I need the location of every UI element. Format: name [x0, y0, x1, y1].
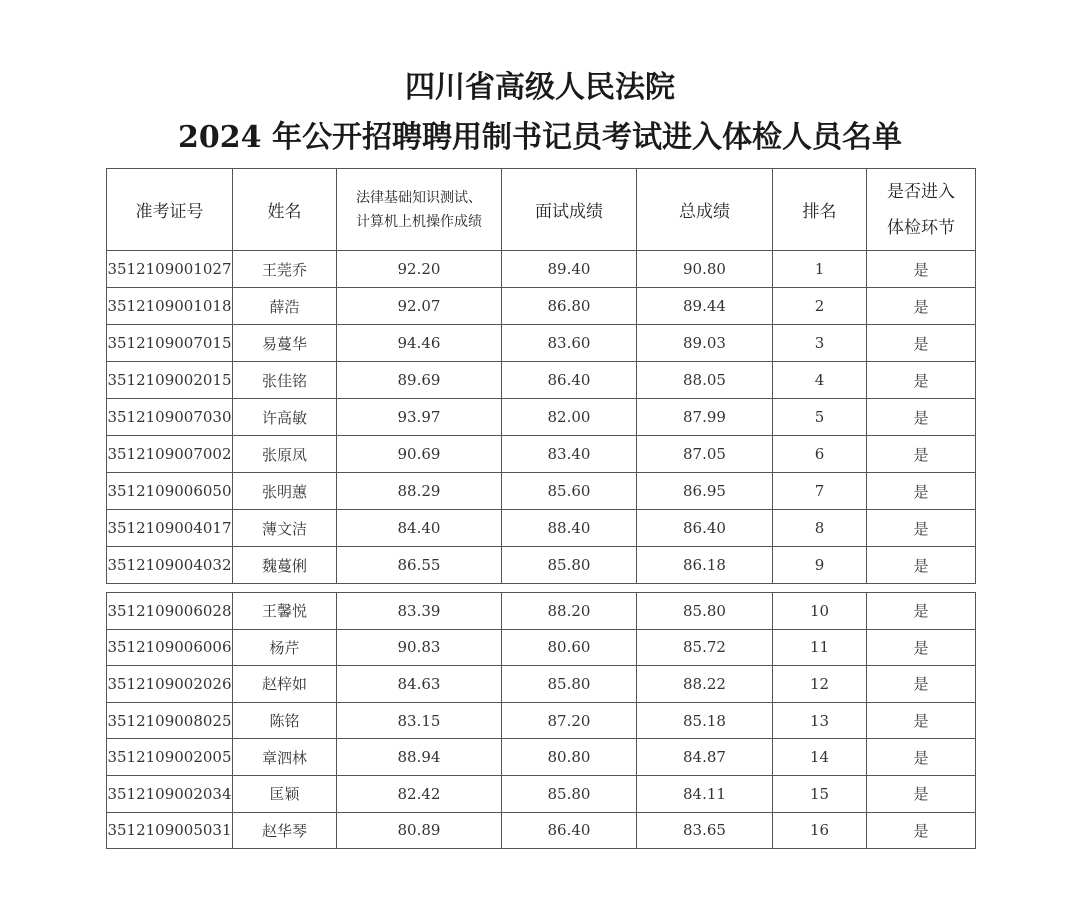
cell-name: 魏蔓俐 — [233, 547, 337, 584]
cell-exam-no: 3512109004032 — [107, 547, 233, 584]
cell-total-score: 83.65 — [637, 812, 773, 849]
cell-interview-score: 86.80 — [502, 288, 637, 325]
cell-name: 章泗林 — [233, 739, 337, 776]
cell-exam-no: 3512109007015 — [107, 325, 233, 362]
cell-enter-physical: 是 — [867, 325, 976, 362]
cell-rank: 15 — [773, 775, 867, 812]
header-total-score: 总成绩 — [637, 169, 773, 251]
cell-total-score: 85.72 — [637, 629, 773, 666]
cell-exam-no: 3512109006028 — [107, 593, 233, 630]
cell-exam-no: 3512109001018 — [107, 288, 233, 325]
table-header-row — [107, 169, 976, 251]
cell-name: 薄文洁 — [233, 510, 337, 547]
cell-total-score: 89.44 — [637, 288, 773, 325]
cell-total-score: 89.03 — [637, 325, 773, 362]
header-written-line1: 法律基础知识测试、 — [356, 189, 482, 206]
cell-written-score: 84.63 — [337, 666, 502, 703]
cell-enter-physical: 是 — [867, 812, 976, 849]
header-enter-physical — [867, 169, 976, 251]
cell-enter-physical: 是 — [867, 510, 976, 547]
cell-written-score: 80.89 — [337, 812, 502, 849]
cell-written-score: 92.07 — [337, 288, 502, 325]
table-row — [107, 739, 976, 776]
cell-written-score: 90.69 — [337, 436, 502, 473]
cell-total-score: 90.80 — [637, 251, 773, 288]
cell-interview-score: 82.00 — [502, 399, 637, 436]
cell-name: 杨芹 — [233, 629, 337, 666]
cell-total-score: 87.99 — [637, 399, 773, 436]
cell-written-score: 82.42 — [337, 775, 502, 812]
header-enter-line2: 体检环节 — [887, 217, 955, 238]
cell-rank: 4 — [773, 362, 867, 399]
cell-total-score: 84.87 — [637, 739, 773, 776]
cell-interview-score: 86.40 — [502, 812, 637, 849]
cell-rank: 11 — [773, 629, 867, 666]
cell-total-score: 86.18 — [637, 547, 773, 584]
cell-enter-physical: 是 — [867, 739, 976, 776]
cell-enter-physical: 是 — [867, 666, 976, 703]
cell-exam-no: 3512109001027 — [107, 251, 233, 288]
cell-name: 张明蕙 — [233, 473, 337, 510]
cell-interview-score: 83.60 — [502, 325, 637, 362]
header-interview-score: 面试成绩 — [502, 169, 637, 251]
cell-interview-score: 87.20 — [502, 702, 637, 739]
cell-interview-score: 85.60 — [502, 473, 637, 510]
page-title: 四川省高级人民法院 — [405, 70, 675, 105]
cell-exam-no: 3512109006006 — [107, 629, 233, 666]
cell-enter-physical: 是 — [867, 473, 976, 510]
cell-exam-no: 3512109004017 — [107, 510, 233, 547]
cell-written-score: 88.94 — [337, 739, 502, 776]
cell-enter-physical: 是 — [867, 593, 976, 630]
cell-written-score: 93.97 — [337, 399, 502, 436]
cell-exam-no: 3512109008025 — [107, 702, 233, 739]
table-row — [107, 473, 976, 510]
cell-rank: 8 — [773, 510, 867, 547]
results-table-part-1 — [106, 168, 976, 584]
cell-name: 易蔓华 — [233, 325, 337, 362]
cell-exam-no: 3512109007002 — [107, 436, 233, 473]
cell-rank: 6 — [773, 436, 867, 473]
cell-total-score: 86.40 — [637, 510, 773, 547]
cell-rank: 13 — [773, 702, 867, 739]
table-row — [107, 666, 976, 703]
cell-enter-physical: 是 — [867, 775, 976, 812]
cell-exam-no: 3512109002034 — [107, 775, 233, 812]
cell-written-score: 83.15 — [337, 702, 502, 739]
cell-enter-physical: 是 — [867, 629, 976, 666]
cell-written-score: 88.29 — [337, 473, 502, 510]
cell-rank: 1 — [773, 251, 867, 288]
cell-rank: 5 — [773, 399, 867, 436]
cell-interview-score: 80.80 — [502, 739, 637, 776]
cell-rank: 3 — [773, 325, 867, 362]
cell-total-score: 85.18 — [637, 702, 773, 739]
table-row — [107, 251, 976, 288]
cell-interview-score: 89.40 — [502, 251, 637, 288]
table-row — [107, 325, 976, 362]
cell-enter-physical: 是 — [867, 702, 976, 739]
cell-interview-score: 88.40 — [502, 510, 637, 547]
cell-name: 许高敏 — [233, 399, 337, 436]
header-exam-no: 准考证号 — [107, 169, 233, 251]
cell-written-score: 86.55 — [337, 547, 502, 584]
table-row — [107, 547, 976, 584]
cell-name: 王莞乔 — [233, 251, 337, 288]
cell-written-score: 94.46 — [337, 325, 502, 362]
results-table-part-2 — [106, 592, 976, 849]
table-row — [107, 436, 976, 473]
cell-enter-physical: 是 — [867, 251, 976, 288]
cell-name: 张佳铭 — [233, 362, 337, 399]
header-rank: 排名 — [773, 169, 867, 251]
cell-exam-no: 3512109002026 — [107, 666, 233, 703]
cell-rank: 9 — [773, 547, 867, 584]
cell-written-score: 90.83 — [337, 629, 502, 666]
cell-interview-score: 83.40 — [502, 436, 637, 473]
cell-total-score: 88.22 — [637, 666, 773, 703]
table-row — [107, 702, 976, 739]
header-name: 姓名 — [233, 169, 337, 251]
cell-rank: 2 — [773, 288, 867, 325]
table-row — [107, 510, 976, 547]
cell-name: 赵梓如 — [233, 666, 337, 703]
cell-interview-score: 86.40 — [502, 362, 637, 399]
cell-total-score: 88.05 — [637, 362, 773, 399]
cell-exam-no: 3512109006050 — [107, 473, 233, 510]
cell-written-score: 89.69 — [337, 362, 502, 399]
cell-total-score: 86.95 — [637, 473, 773, 510]
cell-enter-physical: 是 — [867, 547, 976, 584]
cell-rank: 10 — [773, 593, 867, 630]
cell-written-score: 92.20 — [337, 251, 502, 288]
cell-exam-no: 3512109002005 — [107, 739, 233, 776]
table-row — [107, 399, 976, 436]
cell-interview-score: 80.60 — [502, 629, 637, 666]
cell-name: 薛浩 — [233, 288, 337, 325]
cell-interview-score: 85.80 — [502, 775, 637, 812]
table-row — [107, 593, 976, 630]
cell-written-score: 84.40 — [337, 510, 502, 547]
header-written-line2: 计算机上机操作成绩 — [356, 213, 482, 230]
header-written-score — [337, 169, 502, 251]
cell-name: 匡颖 — [233, 775, 337, 812]
page-subtitle: 2024 年公开招聘聘用制书记员考试进入体检人员名单 — [178, 120, 902, 155]
table-row — [107, 775, 976, 812]
cell-name: 赵华琴 — [233, 812, 337, 849]
cell-interview-score: 88.20 — [502, 593, 637, 630]
cell-total-score: 85.80 — [637, 593, 773, 630]
cell-enter-physical: 是 — [867, 362, 976, 399]
cell-interview-score: 85.80 — [502, 666, 637, 703]
cell-name: 陈铭 — [233, 702, 337, 739]
cell-name: 张原凤 — [233, 436, 337, 473]
table-row — [107, 362, 976, 399]
cell-exam-no: 3512109007030 — [107, 399, 233, 436]
header-enter-line1: 是否进入 — [887, 181, 955, 202]
cell-enter-physical: 是 — [867, 399, 976, 436]
cell-written-score: 83.39 — [337, 593, 502, 630]
cell-enter-physical: 是 — [867, 288, 976, 325]
cell-interview-score: 85.80 — [502, 547, 637, 584]
cell-exam-no: 3512109005031 — [107, 812, 233, 849]
table-row — [107, 812, 976, 849]
cell-rank: 12 — [773, 666, 867, 703]
cell-enter-physical: 是 — [867, 436, 976, 473]
table-row — [107, 288, 976, 325]
cell-total-score: 87.05 — [637, 436, 773, 473]
cell-rank: 7 — [773, 473, 867, 510]
cell-name: 王馨悦 — [233, 593, 337, 630]
cell-total-score: 84.11 — [637, 775, 773, 812]
cell-rank: 14 — [773, 739, 867, 776]
table-row — [107, 629, 976, 666]
cell-rank: 16 — [773, 812, 867, 849]
cell-exam-no: 3512109002015 — [107, 362, 233, 399]
